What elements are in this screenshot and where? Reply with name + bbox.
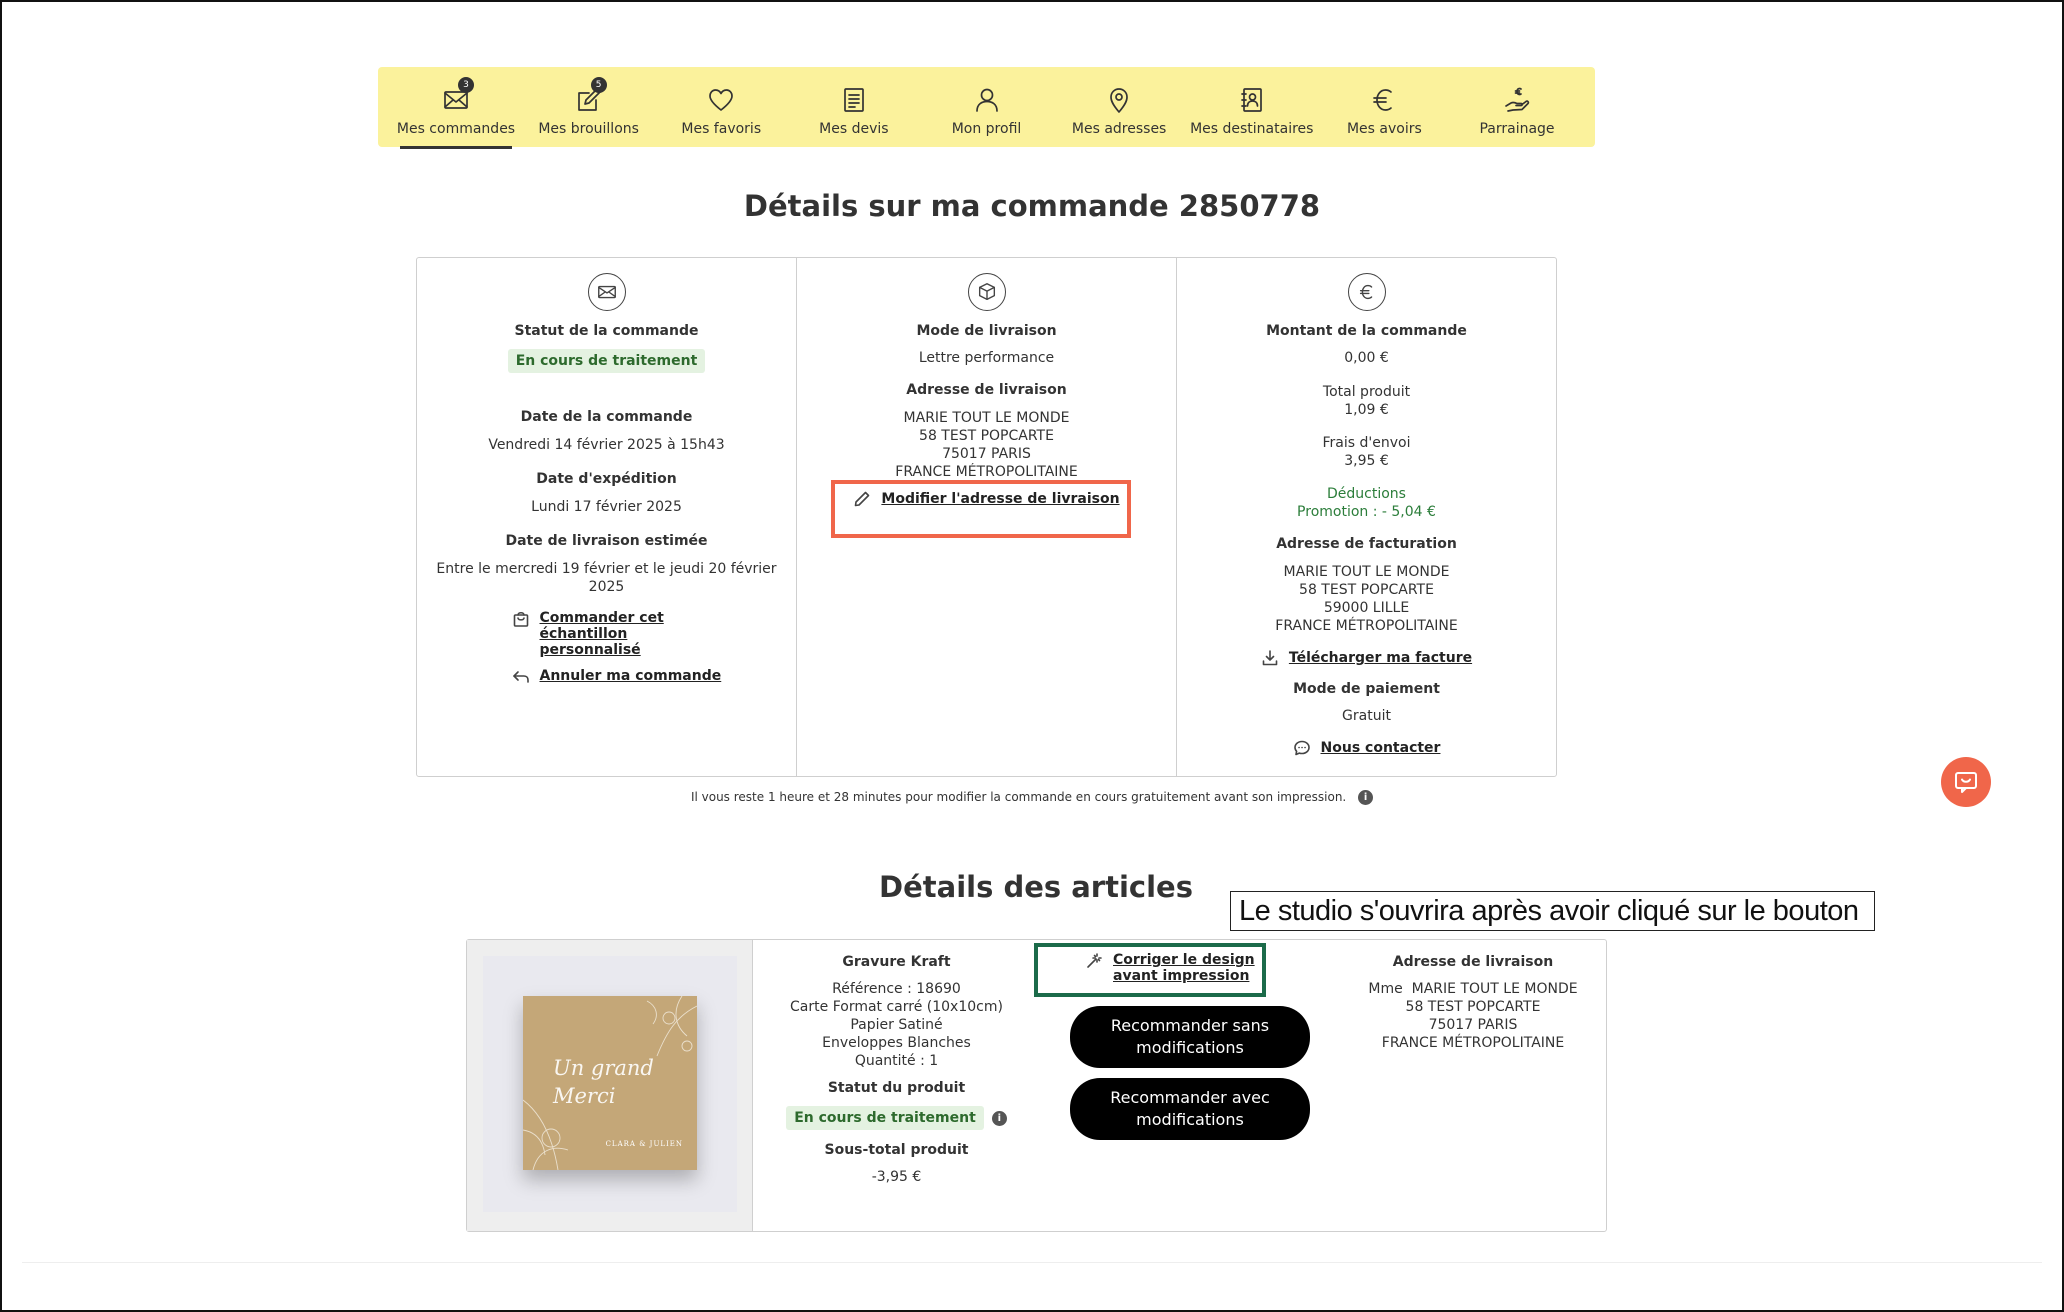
product-image: [467, 940, 753, 1231]
address-line: 59000 LILLE: [1323, 600, 1410, 616]
nav-label: Mes destinataires: [1190, 121, 1314, 137]
user-icon: [972, 85, 1002, 115]
shipping-date-label: Date d'expédition: [536, 471, 677, 487]
delivery-mode-value: Lettre performance: [918, 350, 1055, 366]
payment-mode-label: Mode de paiement: [1293, 681, 1440, 697]
heart-icon: [706, 85, 736, 115]
card-preview: [523, 996, 697, 1170]
euro-icon: [1369, 85, 1399, 115]
highlight-edit-address: [831, 480, 1131, 538]
deductions-label: Déductions: [1327, 486, 1406, 502]
shipping-fee-label: Frais d'envoi: [1322, 435, 1411, 451]
order-sample-link[interactable]: Commander cet échantillon personnalisé: [512, 610, 732, 658]
estimated-delivery-value: Entre le mercredi 19 février et le jeudi 20 février 2025: [436, 561, 777, 595]
edit-delivery-address-link[interactable]: Modifier l'adresse de livraison: [853, 490, 1119, 508]
nav-mes-favoris[interactable]: [655, 67, 787, 147]
article-delivery-label: Adresse de livraison: [1392, 954, 1554, 970]
shipping-date-value: Lundi 17 février 2025: [531, 499, 682, 515]
product-detail: Enveloppes Blanches: [822, 1035, 971, 1051]
undo-arrow-icon: [512, 668, 530, 686]
payment-mode-value: Gratuit: [1342, 708, 1391, 724]
nav-label: Mes avoirs: [1346, 121, 1422, 137]
articles-title: Détails des articles: [879, 870, 1193, 904]
location-pin-icon: [1104, 85, 1134, 115]
address-line: MARIE TOUT LE MONDE: [903, 410, 1070, 426]
nav-label: Mes favoris: [681, 121, 762, 137]
status-label: Statut de la commande: [514, 323, 699, 339]
address-line: 58 TEST POPCARTE: [1299, 582, 1434, 598]
nav-mon-profil[interactable]: [921, 67, 1053, 147]
card-names: CLARA & JULIEN: [605, 1140, 683, 1148]
contact-us-link[interactable]: Nous contacter: [1293, 739, 1441, 757]
chat-bubble-icon: [1293, 739, 1311, 757]
page-title: Détails sur ma commande 2850778: [743, 189, 1321, 223]
cancel-order-link[interactable]: Annuler ma commande: [512, 668, 732, 686]
contacts-icon: [1237, 85, 1267, 115]
nav-mes-avoirs[interactable]: [1318, 67, 1450, 147]
address-line: FRANCE MÉTROPOLITAINE: [1275, 618, 1458, 634]
download-icon: [1261, 649, 1279, 667]
nav-mes-brouillons[interactable]: [523, 67, 655, 147]
delivery-address: [895, 409, 1077, 476]
subtotal-label: Sous-total produit: [824, 1142, 969, 1158]
nav-label: Mes adresses: [1071, 121, 1167, 137]
nav-label: Mes brouillons: [538, 121, 639, 137]
product-info-column: [753, 940, 1040, 1231]
article-delivery-address: [1368, 980, 1577, 1052]
product-name: Gravure Kraft: [842, 954, 951, 970]
address-line: 75017 PARIS: [1428, 1017, 1518, 1033]
euro-circle-icon: [1348, 273, 1386, 311]
nav-mes-devis[interactable]: [788, 67, 920, 147]
fix-design-link[interactable]: Corriger le design avant impression: [1085, 952, 1295, 984]
nav-badge: 5: [591, 77, 607, 93]
modification-notice: [0, 790, 2064, 805]
nav-label: Parrainage: [1479, 121, 1555, 137]
nav-mes-destinataires[interactable]: [1186, 67, 1318, 147]
highlight-fix-design: [1034, 943, 1266, 997]
order-date-label: Date de la commande: [520, 409, 693, 425]
download-invoice-link[interactable]: Télécharger ma facture: [1261, 649, 1472, 667]
reorder-without-changes-button[interactable]: Recommander sans modifications: [1070, 1006, 1310, 1068]
delivery-address-label: Adresse de livraison: [906, 382, 1067, 398]
amount-value: 0,00 €: [1344, 350, 1389, 366]
product-status-badge: En cours de traitement: [786, 1106, 984, 1130]
shopping-bag-icon: [512, 610, 530, 628]
shipping-fee-value: 3,95 €: [1344, 453, 1389, 469]
address-line: 75017 PARIS: [942, 446, 1031, 462]
chat-support-button[interactable]: [1941, 757, 1991, 807]
estimated-delivery-label: Date de livraison estimée: [505, 533, 708, 549]
total-product-value: 1,09 €: [1344, 402, 1389, 418]
chat-smile-icon: [1952, 768, 1980, 796]
annotation-callout: Le studio s'ouvrira après avoir cliqué sur le bouton: [1230, 891, 1875, 931]
product-detail: Quantité : 1: [854, 1053, 939, 1069]
nav-label: Mes commandes: [396, 121, 516, 137]
product-detail: Papier Satiné: [850, 1017, 943, 1033]
billing-address: [1275, 563, 1457, 635]
subtotal-value: -3,95 €: [871, 1169, 922, 1185]
address-line: Mme MARIE TOUT LE MONDE: [1368, 981, 1578, 997]
document-icon: [839, 85, 869, 115]
card-script-text: Un grand Merci: [553, 1056, 654, 1108]
product-detail: Référence : 18690: [832, 981, 961, 997]
reorder-with-changes-button[interactable]: Recommander avec modifications: [1070, 1078, 1310, 1140]
order-status-column: [417, 258, 796, 776]
divider: [22, 1262, 2042, 1263]
billing-address-label: Adresse de facturation: [1276, 536, 1457, 552]
total-product-label: Total produit: [1322, 384, 1411, 400]
nav-label: Mon profil: [951, 121, 1022, 137]
info-icon[interactable]: i: [1358, 790, 1373, 805]
envelope-circle-icon: [588, 273, 626, 311]
box-circle-icon: [968, 273, 1006, 311]
address-line: MARIE TOUT LE MONDE: [1283, 564, 1450, 580]
product-detail: Carte Format carré (10x10cm): [790, 999, 1003, 1015]
promotion-value: Promotion : - 5,04 €: [1297, 504, 1436, 520]
amount-column: [1176, 258, 1556, 776]
address-line: 58 TEST POPCARTE: [919, 428, 1054, 444]
article-delivery-column: [1340, 940, 1606, 1231]
nav-badge: 3: [458, 77, 474, 93]
account-nav: [378, 67, 1595, 147]
address-line: FRANCE MÉTROPOLITAINE: [1381, 1035, 1565, 1051]
nav-label: Mes devis: [819, 121, 889, 137]
info-icon[interactable]: i: [992, 1111, 1007, 1126]
product-status-label: Statut du produit: [827, 1080, 966, 1096]
order-date-value: Vendredi 14 février 2025 à 15h43: [488, 437, 725, 453]
hand-coin-icon: [1502, 85, 1532, 115]
nav-mes-commandes[interactable]: [390, 67, 522, 147]
amount-label: Montant de la commande: [1266, 323, 1467, 339]
nav-parrainage[interactable]: [1451, 67, 1583, 147]
address-line: FRANCE MÉTROPOLITAINE: [895, 464, 1078, 476]
delivery-mode-label: Mode de livraison: [916, 323, 1057, 339]
address-line: 58 TEST POPCARTE: [1405, 999, 1541, 1015]
nav-mes-adresses[interactable]: [1053, 67, 1185, 147]
status-badge: En cours de traitement: [508, 349, 706, 373]
product-details: [790, 980, 1003, 1070]
notice-text: Il vous reste 1 heure et 28 minutes pour modifier la commande en cours gratuitement avant son impression.: [690, 790, 1347, 804]
